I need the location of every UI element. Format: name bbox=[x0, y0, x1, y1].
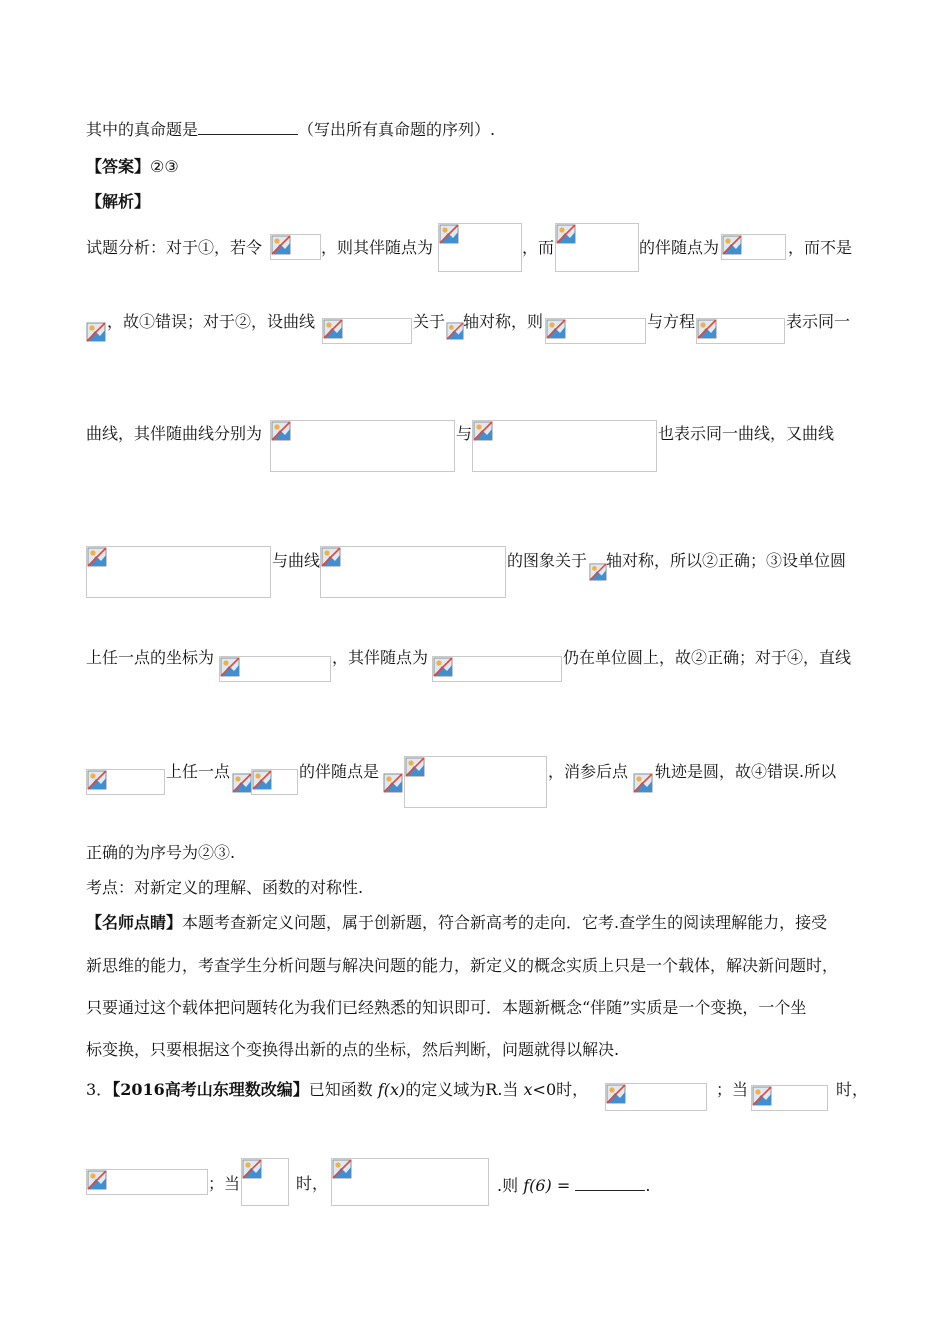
analysis-text: 关于 bbox=[413, 312, 446, 331]
question-text: 时， bbox=[836, 1080, 869, 1099]
tips-line: 只要通过这个载体把问题转化为我们已经熟悉的知识即可．本题新概念“伴随”实质是一个变换，一个坐 bbox=[86, 998, 807, 1017]
question-text: 时， bbox=[296, 1174, 329, 1193]
formula-image bbox=[432, 656, 562, 682]
formula-image bbox=[86, 1169, 208, 1195]
formula-image bbox=[721, 234, 786, 260]
analysis-text: 的伴随点为 bbox=[639, 238, 720, 257]
analysis-text: 上任一点 bbox=[166, 762, 231, 781]
formula-image bbox=[320, 546, 506, 598]
broken-image-icon bbox=[271, 235, 291, 255]
formula-image bbox=[86, 546, 271, 598]
question-text: .则 f(6) = . bbox=[497, 1176, 651, 1195]
formula-image bbox=[86, 769, 165, 795]
exam-point: 考点：对新定义的理解、函数的对称性. bbox=[86, 878, 364, 897]
broken-image-icon bbox=[633, 773, 653, 793]
broken-image-icon bbox=[271, 421, 291, 441]
tips-line: 【名师点睛】本题考查新定义问题，属于创新题，符合新高考的走向．它考.查学生的阅读理解能力，接受 bbox=[86, 913, 828, 932]
analysis-text: 试题分析：对于①，若令 bbox=[86, 238, 263, 257]
formula-image bbox=[270, 420, 455, 472]
analysis-text: 正确的为序号为②③. bbox=[86, 843, 236, 862]
formula-image bbox=[404, 756, 547, 808]
analysis-text: 的图象关于 bbox=[507, 551, 588, 570]
analysis-text: 与曲线 bbox=[272, 551, 321, 570]
broken-image-icon bbox=[722, 235, 742, 255]
question-text: ；当 bbox=[716, 1080, 749, 1099]
question-text: ；当 bbox=[208, 1174, 241, 1193]
analysis-text: 轨迹是圆，故④错误.所以 bbox=[655, 762, 837, 781]
statement-line: 其中的真命题是 （写出所有真命题的序列）. bbox=[86, 120, 496, 139]
analysis-text: 的伴随点是 bbox=[299, 762, 380, 781]
formula-image bbox=[270, 234, 321, 260]
formula-image bbox=[331, 1158, 489, 1206]
broken-image-icon bbox=[220, 657, 240, 677]
analysis-text: ，而不是 bbox=[788, 238, 853, 257]
formula-image bbox=[241, 1158, 289, 1206]
analysis-text: 与 bbox=[456, 424, 473, 443]
analysis-text: ，则其伴随点为 bbox=[321, 238, 434, 257]
tips-line: 标变换，只要根据这个变换得出新的点的坐标，然后判断，问题就得以解决. bbox=[86, 1040, 620, 1059]
answer-line: 【答案】②③ bbox=[86, 157, 179, 176]
broken-image-icon bbox=[697, 319, 717, 339]
analysis-text: 曲线，其伴随曲线分别为 bbox=[86, 424, 263, 443]
analysis-text: 轴对称，则 bbox=[463, 312, 544, 331]
formula-image bbox=[438, 223, 522, 272]
question-3-line: 3．【2016高考山东理数改编】已知函数 f(x)的定义域为R.当 x<0时， bbox=[86, 1080, 589, 1099]
analysis-text: ，其伴随点为 bbox=[332, 648, 429, 667]
analysis-text: 轴对称，所以②正确；③设单位圆 bbox=[606, 551, 847, 570]
broken-image-icon bbox=[473, 421, 493, 441]
formula-image bbox=[472, 420, 657, 472]
analysis-heading: 【解析】 bbox=[86, 192, 151, 211]
answer-blank bbox=[575, 1174, 645, 1191]
broken-image-icon bbox=[383, 773, 403, 793]
broken-image-icon bbox=[87, 770, 107, 790]
broken-image-icon bbox=[606, 1084, 626, 1104]
formula-image bbox=[696, 318, 785, 344]
broken-image-icon bbox=[439, 224, 459, 244]
analysis-text: ，消参后点 bbox=[548, 762, 629, 781]
formula-image bbox=[751, 1085, 828, 1111]
formula-image bbox=[545, 318, 646, 344]
analysis-text: 仍在单位圆上，故②正确；对于④，直线 bbox=[563, 648, 852, 667]
broken-image-icon bbox=[252, 770, 272, 790]
broken-image-icon bbox=[321, 547, 341, 567]
broken-image-icon bbox=[87, 1170, 107, 1190]
formula-image bbox=[555, 223, 639, 272]
formula-image bbox=[251, 769, 298, 795]
broken-image-icon bbox=[332, 1159, 352, 1179]
broken-image-icon bbox=[323, 319, 343, 339]
analysis-text: ，故①错误；对于②，设曲线 bbox=[107, 312, 316, 331]
analysis-text: 也表示同一曲线，又曲线 bbox=[658, 424, 835, 443]
broken-image-icon bbox=[752, 1086, 772, 1106]
tips-line: 新思维的能力，考查学生分析问题与解决问题的能力，新定义的概念实质上只是一个载体，解决新问题时， bbox=[86, 956, 839, 975]
analysis-text: ，而 bbox=[522, 238, 555, 257]
formula-image bbox=[219, 656, 331, 682]
answer-blank bbox=[198, 118, 298, 135]
broken-image-icon bbox=[232, 773, 252, 793]
broken-image-icon bbox=[87, 547, 107, 567]
analysis-text: 表示同一 bbox=[786, 312, 851, 331]
broken-image-icon bbox=[589, 563, 607, 581]
broken-image-icon bbox=[86, 322, 106, 342]
analysis-text: 与方程 bbox=[647, 312, 696, 331]
broken-image-icon bbox=[242, 1159, 262, 1179]
broken-image-icon bbox=[405, 757, 425, 777]
analysis-text: 上任一点的坐标为 bbox=[86, 648, 215, 667]
broken-image-icon bbox=[546, 319, 566, 339]
broken-image-icon bbox=[446, 322, 464, 340]
formula-image bbox=[322, 318, 412, 344]
broken-image-icon bbox=[556, 224, 576, 244]
formula-image bbox=[605, 1083, 707, 1111]
broken-image-icon bbox=[433, 657, 453, 677]
